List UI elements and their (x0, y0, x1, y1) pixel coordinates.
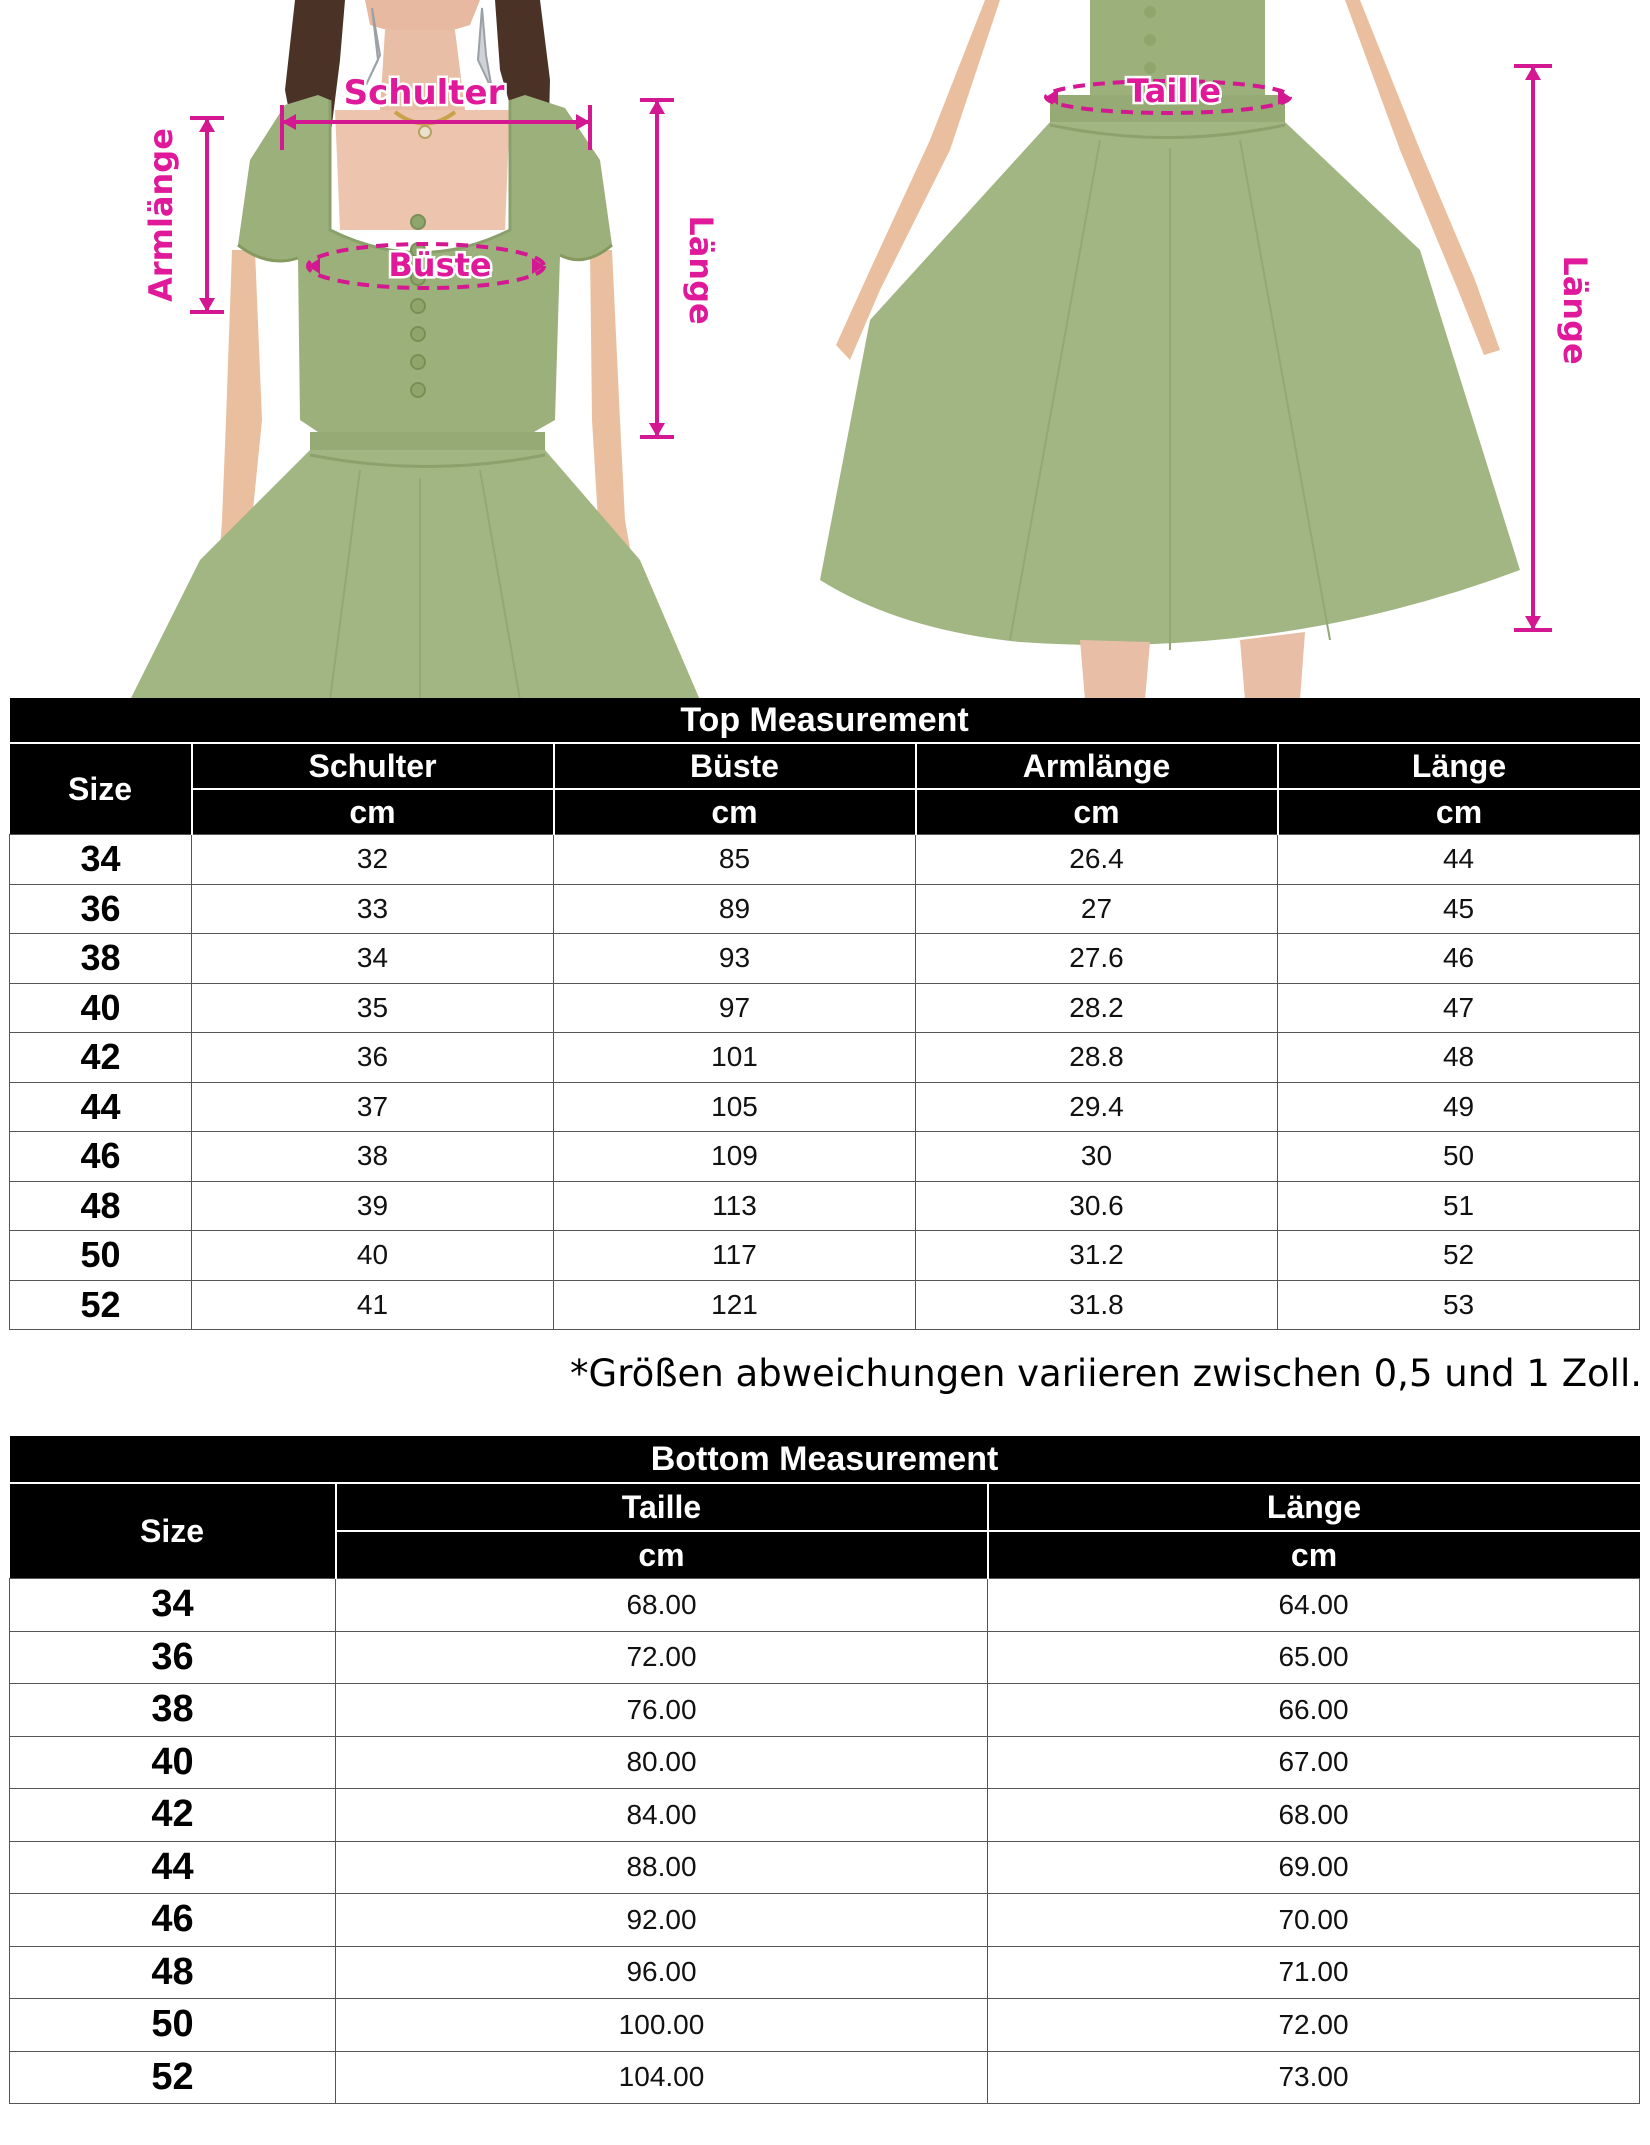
size-cell: 52 (10, 2051, 336, 2104)
table-cell: 88.00 (336, 1841, 988, 1894)
table-row (10, 1736, 1640, 1789)
table-cell: 40 (192, 1231, 554, 1281)
table-cell: 41 (192, 1280, 554, 1330)
table-cell: 89 (554, 884, 916, 934)
bottom-size-header: Size (10, 1483, 336, 1579)
size-cell: 36 (10, 884, 192, 934)
table-cell: 93 (554, 934, 916, 984)
table-cell: 50 (1278, 1132, 1640, 1182)
size-cell: 38 (10, 1684, 336, 1737)
top-unit-buste: cm (554, 789, 916, 835)
table-cell: 68.00 (988, 1789, 1640, 1842)
table-cell: 27 (916, 884, 1278, 934)
table-row (10, 1280, 1640, 1330)
size-cell: 46 (10, 1132, 192, 1182)
table-cell: 31.2 (916, 1231, 1278, 1281)
table-cell: 76.00 (336, 1684, 988, 1737)
skirt-length-label: Länge (1556, 255, 1594, 365)
size-cell: 50 (10, 1231, 192, 1281)
table-cell: 64.00 (988, 1579, 1640, 1632)
size-cell: 42 (10, 1033, 192, 1083)
table-cell: 101 (554, 1033, 916, 1083)
table-cell: 29.4 (916, 1082, 1278, 1132)
skirt-length-measure (1514, 66, 1594, 630)
table-cell: 117 (554, 1231, 916, 1281)
table-cell: 47 (1278, 983, 1640, 1033)
size-cell: 48 (10, 1181, 192, 1231)
table-row (10, 1999, 1640, 2052)
bottom-unit-taille: cm (336, 1531, 988, 1579)
size-cell: 38 (10, 934, 192, 984)
table-cell: 105 (554, 1082, 916, 1132)
table-cell: 97 (554, 983, 916, 1033)
size-cell: 52 (10, 1280, 192, 1330)
table-cell: 85 (554, 835, 916, 885)
table-cell: 121 (554, 1280, 916, 1330)
table-cell: 37 (192, 1082, 554, 1132)
size-cell: 48 (10, 1946, 336, 1999)
table-cell: 72.00 (988, 1999, 1640, 2052)
size-cell: 50 (10, 1999, 336, 2052)
table-cell: 31.8 (916, 1280, 1278, 1330)
table-row (10, 1132, 1640, 1182)
table-row (10, 884, 1640, 934)
table-cell: 92.00 (336, 1894, 988, 1947)
table-cell: 51 (1278, 1181, 1640, 1231)
table-cell: 69.00 (988, 1841, 1640, 1894)
table-row (10, 1231, 1640, 1281)
table-cell: 65.00 (988, 1631, 1640, 1684)
table-cell: 84.00 (336, 1789, 988, 1842)
table-cell: 80.00 (336, 1736, 988, 1789)
bottom-col-header-taille: Taille (336, 1483, 988, 1531)
top-table-title: Top Measurement (10, 698, 1640, 743)
table-cell: 26.4 (916, 835, 1278, 885)
top-unit-schulter: cm (192, 789, 554, 835)
size-deviation-note: *Größen abweichungen variieren zwischen 0,5 und 1 Zoll. (570, 1352, 1642, 1395)
table-row (10, 1894, 1640, 1947)
sleeve-label: Armlänge (142, 128, 180, 302)
bust-label: Büste (388, 246, 492, 284)
top-col-header-armlange: Armlänge (916, 743, 1278, 789)
table-row (10, 1631, 1640, 1684)
table-cell: 48 (1278, 1033, 1640, 1083)
bottom-table-title: Bottom Measurement (10, 1436, 1640, 1483)
table-cell: 52 (1278, 1231, 1640, 1281)
table-cell: 68.00 (336, 1579, 988, 1632)
top-col-header-buste: Büste (554, 743, 916, 789)
size-cell: 46 (10, 1894, 336, 1947)
table-cell: 53 (1278, 1280, 1640, 1330)
size-cell: 34 (10, 1579, 336, 1632)
waist-label: Taille (1127, 72, 1221, 110)
table-cell: 30 (916, 1132, 1278, 1182)
table-cell: 113 (554, 1181, 916, 1231)
size-cell: 40 (10, 1736, 336, 1789)
table-cell: 100.00 (336, 1999, 988, 2052)
table-row (10, 934, 1640, 984)
size-cell: 40 (10, 983, 192, 1033)
table-row (10, 1684, 1640, 1737)
size-cell: 44 (10, 1841, 336, 1894)
table-cell: 33 (192, 884, 554, 934)
size-cell: 44 (10, 1082, 192, 1132)
table-row (10, 2051, 1640, 2104)
table-cell: 67.00 (988, 1736, 1640, 1789)
top-unit-lange: cm (1278, 789, 1640, 835)
top-length-measure (640, 100, 720, 437)
top-measurement-table (9, 698, 1640, 1330)
bottom-unit-lange: cm (988, 1531, 1640, 1579)
table-row (10, 1181, 1640, 1231)
top-unit-armlange: cm (916, 789, 1278, 835)
size-cell: 42 (10, 1789, 336, 1842)
top-size-header: Size (10, 743, 192, 835)
table-cell: 104.00 (336, 2051, 988, 2104)
table-cell: 27.6 (916, 934, 1278, 984)
table-cell: 70.00 (988, 1894, 1640, 1947)
table-cell: 39 (192, 1181, 554, 1231)
top-col-header-lange: Länge (1278, 743, 1640, 789)
table-row (10, 1841, 1640, 1894)
bottom-col-header-lange: Länge (988, 1483, 1640, 1531)
sleeve-measure (142, 118, 224, 312)
table-cell: 28.2 (916, 983, 1278, 1033)
table-cell: 66.00 (988, 1684, 1640, 1737)
table-cell: 96.00 (336, 1946, 988, 1999)
table-row (10, 1033, 1640, 1083)
top-col-header-schulter: Schulter (192, 743, 554, 789)
table-cell: 30.6 (916, 1181, 1278, 1231)
top-length-label: Länge (682, 215, 720, 325)
table-cell: 72.00 (336, 1631, 988, 1684)
table-cell: 44 (1278, 835, 1640, 885)
product-illustration (0, 0, 1650, 700)
shoulder-label: Schulter (343, 73, 505, 113)
table-cell: 34 (192, 934, 554, 984)
table-row (10, 1579, 1640, 1632)
table-row (10, 1082, 1640, 1132)
size-cell: 36 (10, 1631, 336, 1684)
table-cell: 109 (554, 1132, 916, 1182)
table-cell: 46 (1278, 934, 1640, 984)
table-cell: 28.8 (916, 1033, 1278, 1083)
table-cell: 73.00 (988, 2051, 1640, 2104)
table-cell: 32 (192, 835, 554, 885)
table-cell: 36 (192, 1033, 554, 1083)
table-cell: 38 (192, 1132, 554, 1182)
table-row (10, 1789, 1640, 1842)
size-cell: 34 (10, 835, 192, 885)
table-cell: 49 (1278, 1082, 1640, 1132)
bottom-measurement-table (9, 1436, 1640, 2104)
table-row (10, 835, 1640, 885)
table-row (10, 983, 1640, 1033)
table-cell: 45 (1278, 884, 1640, 934)
table-cell: 71.00 (988, 1946, 1640, 1999)
table-cell: 35 (192, 983, 554, 1033)
table-row (10, 1946, 1640, 1999)
